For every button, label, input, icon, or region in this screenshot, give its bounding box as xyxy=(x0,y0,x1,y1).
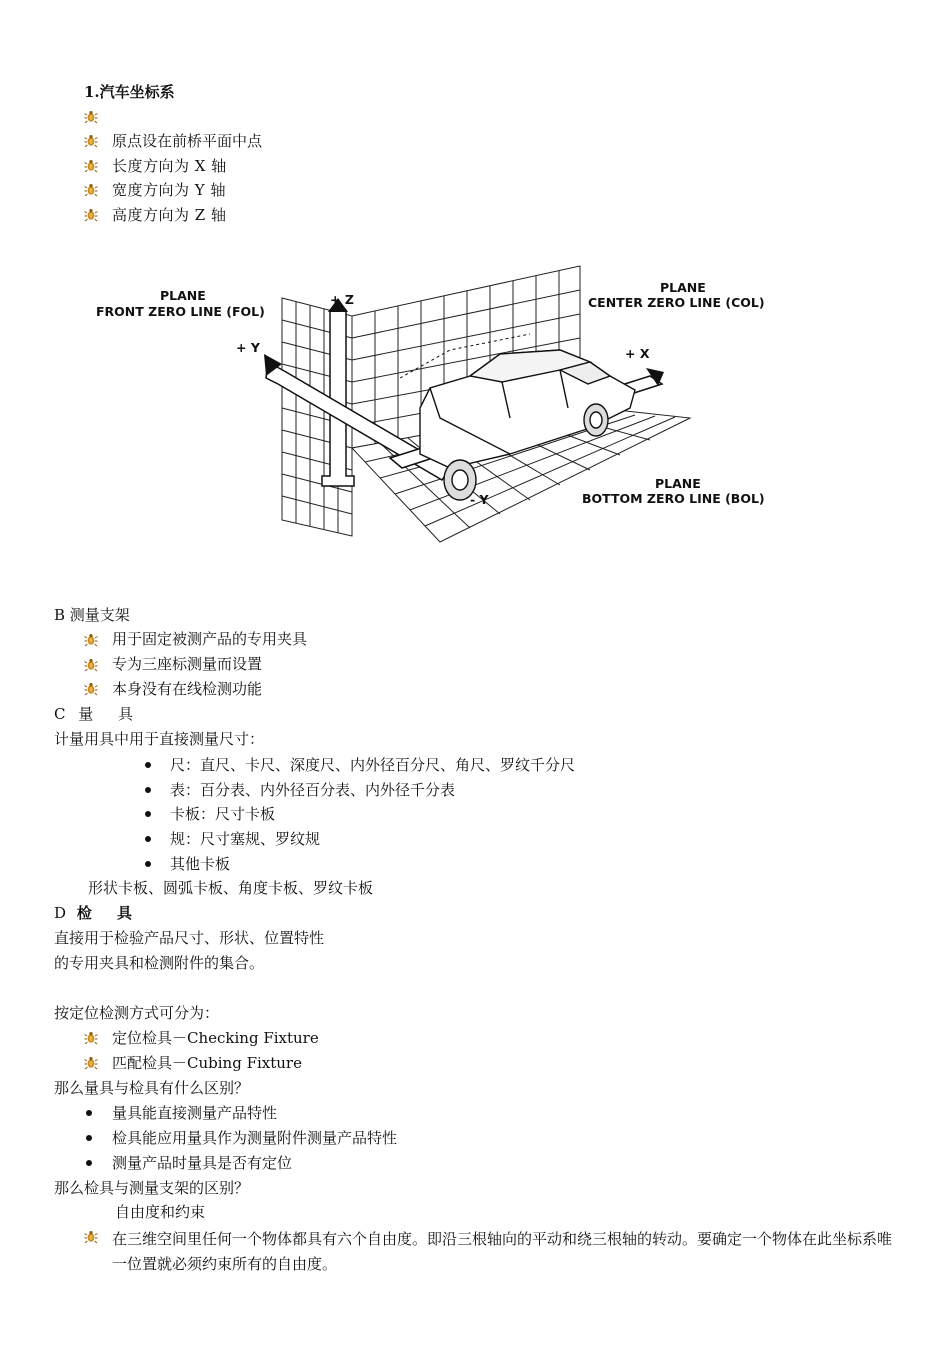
dot-bullet xyxy=(145,836,151,842)
list-item: 匹配检具－Cubing Fixture xyxy=(112,1054,302,1072)
list-item: 定位检具－Checking Fixture xyxy=(112,1029,319,1047)
vehicle-coordinate-figure xyxy=(90,258,790,550)
col-plane-label: PLANE xyxy=(660,280,706,295)
list-item: 长度方向为 X 轴 xyxy=(112,157,227,175)
bug-bullet-icon xyxy=(84,682,98,696)
bug-bullet-icon xyxy=(84,110,98,124)
dot-bullet xyxy=(145,787,151,793)
bug-bullet-icon xyxy=(84,658,98,672)
list-item: 规：尺寸塞规、罗纹规 xyxy=(170,830,321,848)
list-item: 专为三座标测量而设置 xyxy=(112,655,263,673)
fol-name-label: FRONT ZERO LINE (FOL) xyxy=(96,304,265,319)
list-item: 卡板：尺寸卡板 xyxy=(170,805,276,823)
section-c-heading xyxy=(54,704,143,724)
bug-bullet-icon xyxy=(84,1230,98,1244)
bug-bullet-icon xyxy=(84,1056,98,1070)
minus-y-label: - Y xyxy=(470,492,489,507)
list-item: 原点设在前桥平面中点 xyxy=(112,132,263,150)
plus-y-label: + Y xyxy=(236,340,260,355)
bol-name-label: BOTTOM ZERO LINE (BOL) xyxy=(582,491,765,506)
section-b-heading: B 测量支架 xyxy=(54,606,130,624)
bug-bullet-icon xyxy=(84,1031,98,1045)
question-2: 那么检具与测量支架的区别？ xyxy=(54,1179,250,1197)
bug-bullet-icon xyxy=(84,208,98,222)
question-1: 那么量具与检具有什么区别？ xyxy=(54,1079,250,1097)
list-item: 宽度方向为 Y 轴 xyxy=(112,181,226,199)
section-d-desc-2: 的专用夹具和检测附件的集合。 xyxy=(54,954,265,972)
section-c-extra: 形状卡板、圆弧卡板、角度卡板、罗纹卡板 xyxy=(88,879,374,897)
bug-bullet-icon xyxy=(84,183,98,197)
section-d-desc-1: 直接用于检验产品尺寸、形状、位置特性 xyxy=(54,929,325,947)
plus-z-label: + Z xyxy=(330,292,354,307)
bug-bullet-icon xyxy=(84,633,98,647)
list-item: 尺：直尺、卡尺、深度尺、内外径百分尺、角尺、罗纹千分尺 xyxy=(170,756,576,774)
plus-x-label: + X xyxy=(625,346,650,361)
list-item: 其他卡板 xyxy=(170,855,231,873)
section-c-letter: C xyxy=(54,705,66,723)
dot-bullet xyxy=(86,1160,92,1166)
col-name-label: CENTER ZERO LINE (COL) xyxy=(588,295,765,310)
section-d-heading xyxy=(54,903,142,923)
dot-bullet xyxy=(86,1110,92,1116)
list-item: 高度方向为 Z 轴 xyxy=(112,206,227,224)
dot-bullet xyxy=(145,762,151,768)
section-d-classify: 按定位检测方式可分为： xyxy=(54,1004,220,1022)
section-title-coordinate-system: 1.汽车坐标系 xyxy=(84,83,175,101)
section-c-intro: 计量用具中用于直接测量尺寸： xyxy=(54,730,265,748)
section-d-letter: D xyxy=(54,904,67,922)
list-item: 测量产品时量具是否有定位 xyxy=(112,1154,293,1172)
section-d-title: 检 具 xyxy=(76,904,143,922)
fol-plane-label: PLANE xyxy=(160,288,206,303)
list-item: 检具能应用量具作为测量附件测量产品特性 xyxy=(112,1129,398,1147)
dot-bullet xyxy=(145,811,151,817)
dof-paragraph: 在三维空间里任何一个物体都具有六个自由度。即沿三根轴向的平动和绕三根轴的转动。要确定一个物体在此坐标系唯一位置就必须约束所有的自由度。 xyxy=(112,1230,893,1273)
list-item: 本身没有在线检测功能 xyxy=(112,680,263,698)
section-c-title: 量 具 xyxy=(78,705,144,723)
list-item: 用于固定被测产品的专用夹具 xyxy=(112,630,308,648)
dot-bullet xyxy=(145,861,151,867)
list-item: 量具能直接测量产品特性 xyxy=(112,1104,278,1122)
list-item: 表：百分表、内外径百分表、内外径千分表 xyxy=(170,781,456,799)
dot-bullet xyxy=(86,1135,92,1141)
bol-plane-label: PLANE xyxy=(655,476,701,491)
dof-title: 自由度和约束 xyxy=(115,1203,206,1221)
bug-bullet-icon xyxy=(84,159,98,173)
bug-bullet-icon xyxy=(84,134,98,148)
